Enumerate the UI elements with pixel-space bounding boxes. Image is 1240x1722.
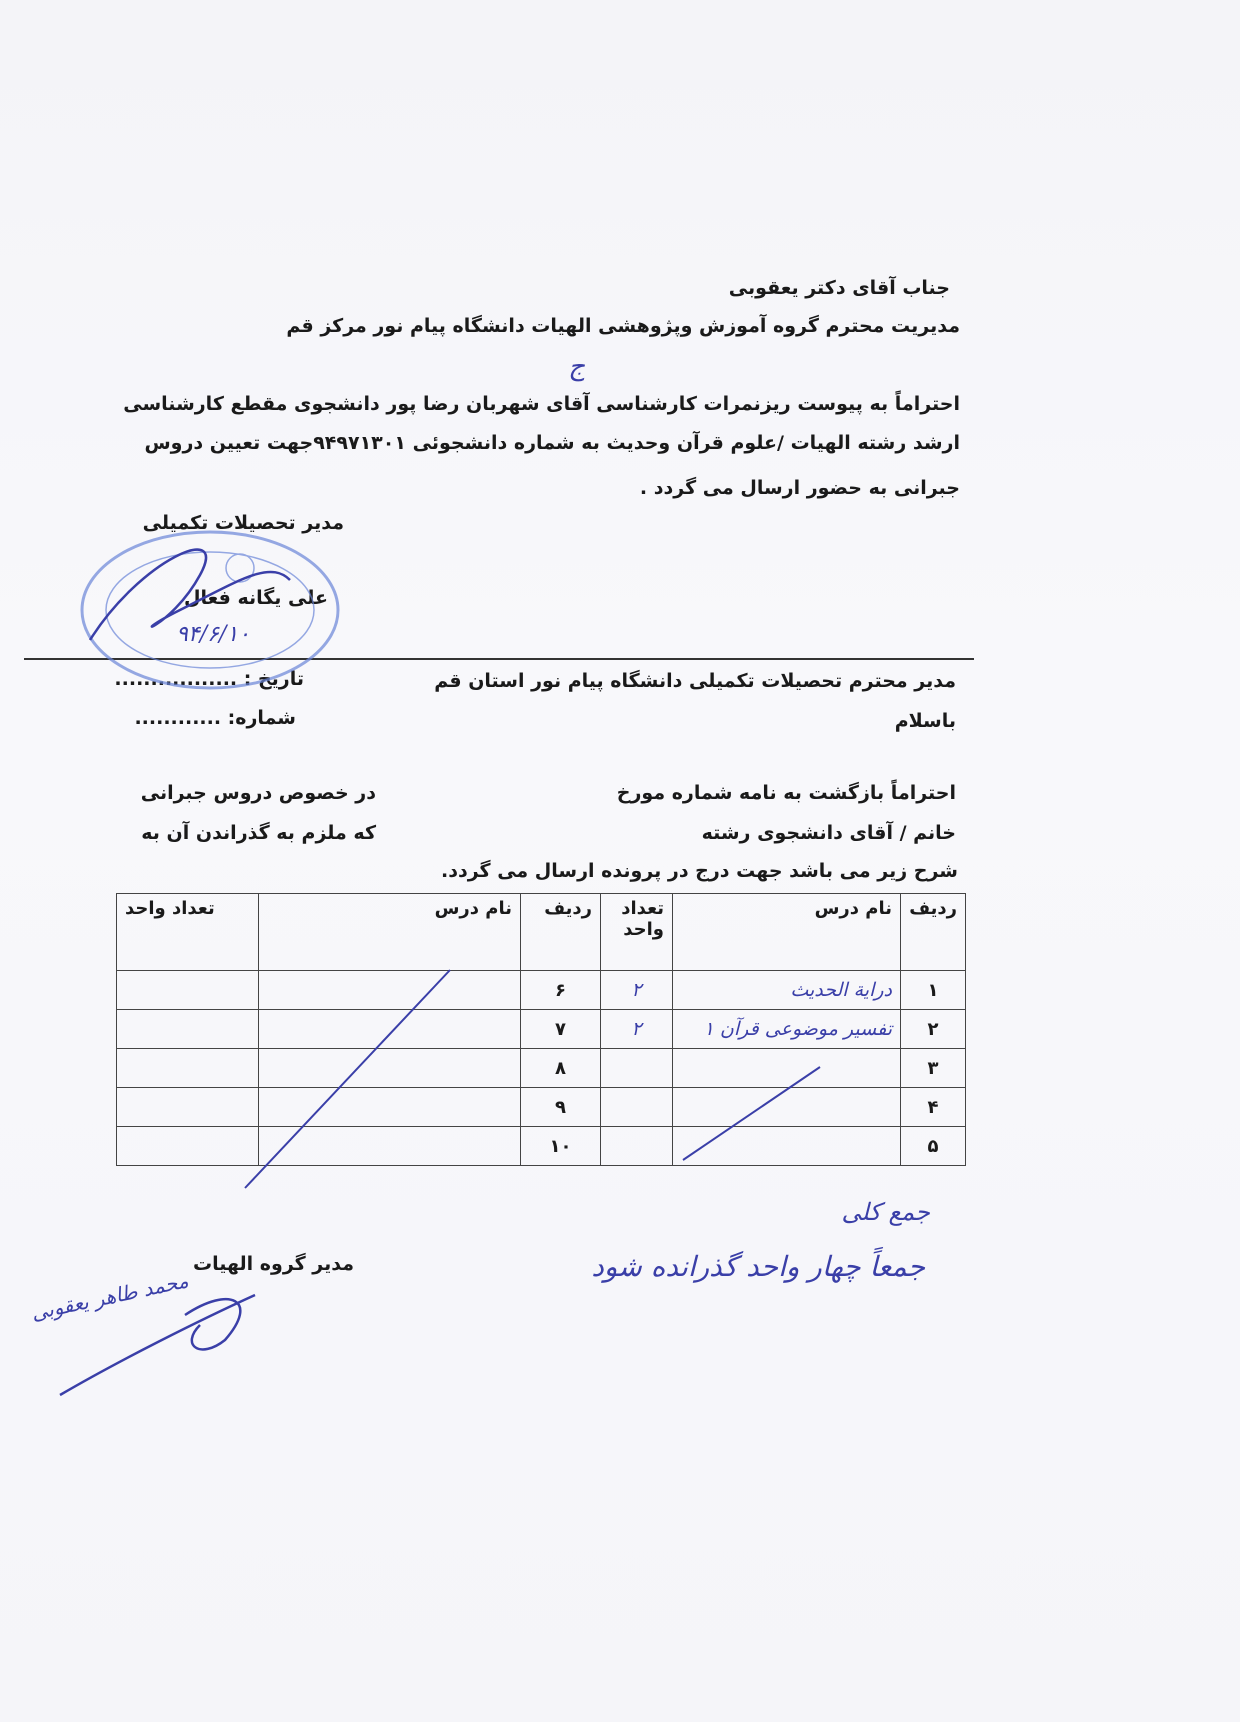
row-number: ۱ xyxy=(901,971,966,1010)
group-head-signature xyxy=(60,1295,255,1395)
reply-line-1-left: در خصوص دروس جبرانی xyxy=(140,782,376,804)
body-line-1: احتراماً به پیوست ریزنمرات کارشناسی آقای شهربان رضا پور دانشجوی مقطع کارشناسی xyxy=(123,393,960,415)
group-head-label: مدیر گروه الهیات xyxy=(193,1253,354,1275)
official-stamp xyxy=(82,532,338,688)
body-line-2: ارشد رشته الهیات /علوم قرآن وحدیث به شماره دانشجوئی ۹۴۹۷۱۳۰۱جهت تعیین دروس xyxy=(144,432,960,454)
group-head-handwritten-name: محمد طاهر یعقوبی xyxy=(29,1268,191,1325)
header-row-number-2: ردیف xyxy=(521,894,601,971)
sender-date-handwritten: ۹۴/۶/۱۰ xyxy=(176,622,250,647)
reply-line-2-left: که ملزم به گذراندن آن به xyxy=(141,822,376,844)
handwritten-total: جمعاً چهار واحد گذرانده شود xyxy=(591,1250,925,1283)
reply-line-3: شرح زیر می باشد جهت درج در پرونده ارسال می گردد. xyxy=(441,860,958,882)
header-course-name: نام درس xyxy=(673,894,901,971)
row-number: ۲ xyxy=(901,1010,966,1049)
row-number-2: ۶ xyxy=(521,971,601,1010)
header-units: تعداد واحد xyxy=(601,894,673,971)
handwritten-total-prefix: جمع کلی xyxy=(841,1198,930,1226)
header-units-2: تعداد واحد xyxy=(117,894,259,971)
reply-recipient: مدیر محترم تحصیلات تکمیلی دانشگاه پیام نور استان قم xyxy=(434,670,956,692)
course-name: درایة الحدیث xyxy=(673,971,901,1010)
reply-line-2-right: خانم / آقای دانشجوی رشته xyxy=(701,822,956,844)
handwritten-mark-top: ج xyxy=(568,352,585,382)
strike-line-left xyxy=(245,970,450,1188)
row-number-2: ۷ xyxy=(521,1010,601,1049)
date-label: تاریخ : ................. xyxy=(114,668,304,690)
header-course-name-2: نام درس xyxy=(259,894,521,971)
sender-title: مدیر تحصیلات تکمیلی xyxy=(142,512,344,534)
greeting: باسلام xyxy=(894,710,956,732)
row-number: ۵ xyxy=(901,1127,966,1166)
row-number-2: ۸ xyxy=(521,1049,601,1088)
course-name: تفسیر موضوعی قرآن ۱ xyxy=(673,1010,901,1049)
row-number-2: ۹ xyxy=(521,1088,601,1127)
sender-name: علی یگانه فعال xyxy=(184,587,328,609)
row-number-2: ۱۰ xyxy=(521,1127,601,1166)
reply-line-1-right: احتراماً بازگشت به نامه شماره مورخ xyxy=(616,782,956,804)
salutation: جناب آقای دکتر یعقوبی xyxy=(728,277,950,299)
recipient-line: مدیریت محترم گروه آموزش وپژوهشی الهیات دانشگاه پیام نور مرکز قم xyxy=(286,315,960,337)
sender-signature xyxy=(90,550,290,640)
row-number: ۳ xyxy=(901,1049,966,1088)
strike-line-right xyxy=(683,1067,820,1160)
row-number: ۴ xyxy=(901,1088,966,1127)
body-line-3: جبرانی به حضور ارسال می گردد . xyxy=(639,477,960,499)
header-row-number: ردیف xyxy=(901,894,966,971)
number-label: شماره: ............ xyxy=(134,707,296,729)
course-units: ۲ xyxy=(601,1010,673,1049)
course-units: ۲ xyxy=(601,971,673,1010)
